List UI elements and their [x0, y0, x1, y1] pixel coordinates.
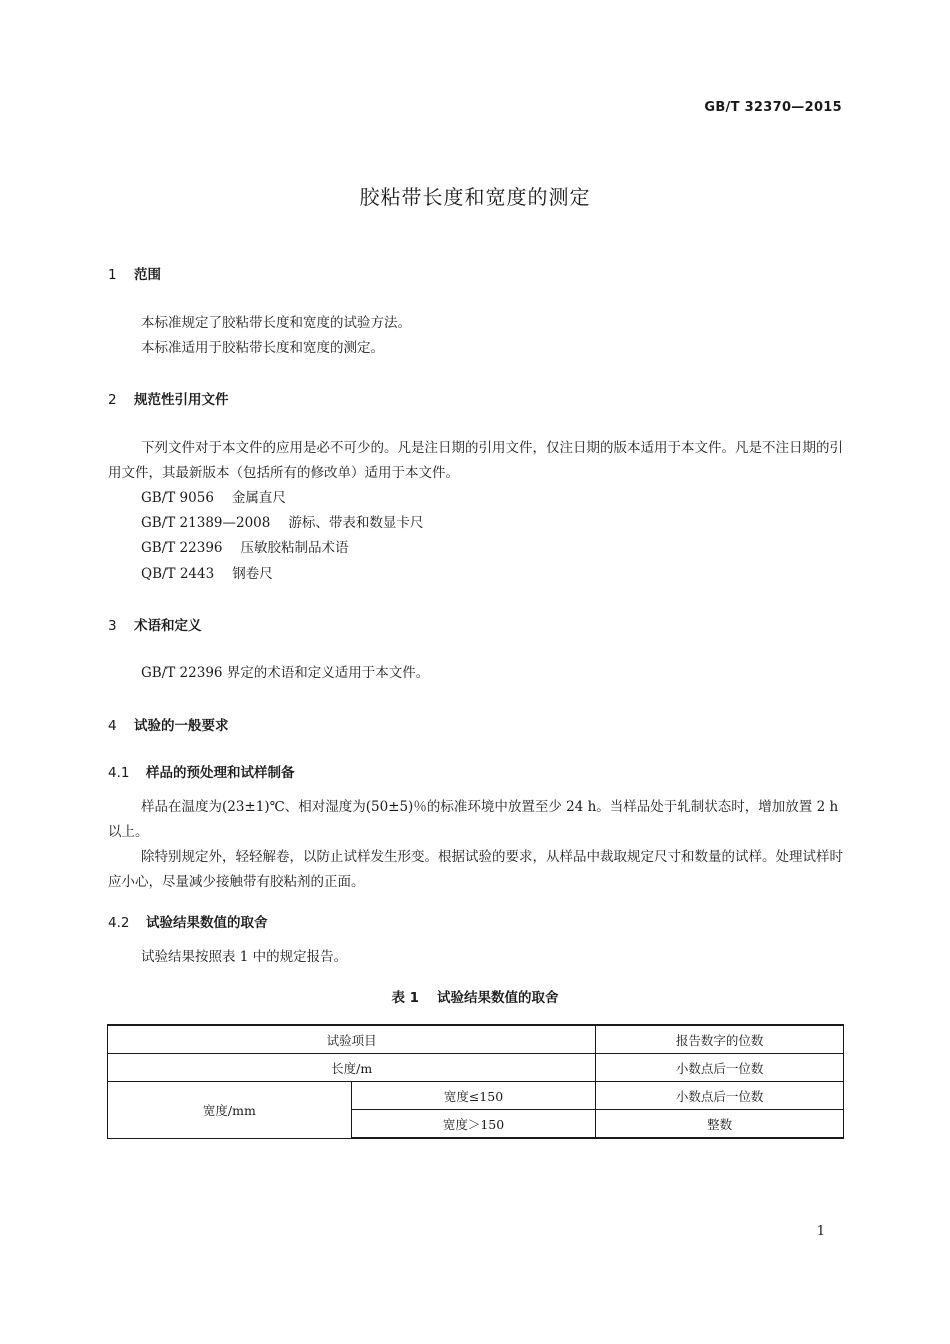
- standard-number: GB/T 32370—2015: [704, 100, 842, 115]
- page-title: 胶粘带长度和宽度的测定: [359, 185, 591, 209]
- section-number: 3: [108, 618, 117, 634]
- table-caption-title: 试验结果数值的取舍: [437, 990, 559, 1006]
- section-title: 试验结果数值的取舍: [146, 915, 268, 931]
- paragraph: GB/T 22396 界定的术语和定义适用于本文件。: [141, 665, 430, 681]
- table-cell: 整数: [596, 1110, 844, 1139]
- table-header-row: [108, 1025, 844, 1054]
- table-cell: 小数点后一位数: [596, 1082, 844, 1110]
- reference-item: [141, 486, 286, 506]
- reference-code: GB/T 22396: [141, 540, 223, 556]
- reference-code: QB/T 2443: [141, 566, 215, 582]
- table-row: [108, 1054, 844, 1082]
- table-caption: [0, 986, 950, 1006]
- section-4-1-heading: [108, 761, 295, 781]
- table-cell: 长度/m: [108, 1054, 596, 1082]
- section-number: 2: [108, 392, 117, 408]
- paragraph: 本标准规定了胶粘带长度和宽度的试验方法。: [141, 315, 411, 331]
- section-title: 范围: [134, 267, 161, 283]
- section-number: 4.2: [108, 915, 130, 931]
- table-caption-number: 表 1: [391, 990, 420, 1006]
- table-header-cell: 试验项目: [108, 1025, 596, 1054]
- reference-code: GB/T 21389—2008: [141, 515, 271, 531]
- paragraph: 试验结果按照表 1 中的规定报告。: [141, 949, 348, 965]
- paragraph: 除特别规定外，轻轻解卷，以防止试样发生形变。根据试验的要求，从样品中裁取规定尺寸和数量的试样。处理试样时应小心，尽量减少接触带有胶粘剂的正面。: [108, 849, 843, 890]
- page-number: 1: [816, 1224, 825, 1239]
- reference-item: [141, 511, 423, 531]
- section-number: 1: [108, 267, 117, 283]
- section-title: 试验的一般要求: [134, 718, 229, 734]
- section-3-heading: [108, 614, 202, 634]
- reference-item: [141, 536, 349, 556]
- reference-name: 金属直尺: [231, 490, 286, 506]
- paragraph: 本标准适用于胶粘带长度和宽度的测定。: [141, 340, 384, 356]
- table-header-cell: 报告数字的位数: [596, 1025, 844, 1054]
- table-cell: 宽度＞150: [351, 1110, 596, 1139]
- table-cell: 宽度≤150: [351, 1082, 596, 1110]
- section-title: 样品的预处理和试样制备: [146, 765, 295, 781]
- reference-name: 压敏胶粘制品术语: [240, 540, 349, 556]
- table-cell: 小数点后一位数: [596, 1054, 844, 1082]
- section-2-heading: [108, 388, 229, 408]
- table-cell: 宽度/mm: [108, 1082, 352, 1139]
- paragraph: 样品在温度为(23±1)℃、相对湿度为(50±5)％的标准环境中放置至少 24 h。当样品处于轧制状态时，增加放置 2 h 以上。: [108, 799, 839, 840]
- section-4-2-heading: [108, 911, 268, 931]
- section-title: 术语和定义: [134, 618, 202, 634]
- reference-code: GB/T 9056: [141, 490, 214, 506]
- paragraph: 下列文件对于本文件的应用是必不可少的。凡是注日期的引用文件，仅注日期的版本适用于本文件。凡是不注日期的引用文件，其最新版本（包括所有的修改单）适用于本文件。: [108, 440, 843, 481]
- section-4-heading: [108, 714, 229, 734]
- section-number: 4: [108, 718, 117, 734]
- table-row: [108, 1082, 844, 1110]
- section-title: 规范性引用文件: [134, 392, 229, 408]
- reference-item: [141, 562, 273, 582]
- section-number: 4.1: [108, 765, 130, 781]
- result-rounding-table: [107, 1024, 844, 1139]
- section-1-heading: [108, 263, 161, 283]
- reference-name: 游标、带表和数显卡尺: [288, 515, 424, 531]
- reference-name: 钢卷尺: [232, 566, 273, 582]
